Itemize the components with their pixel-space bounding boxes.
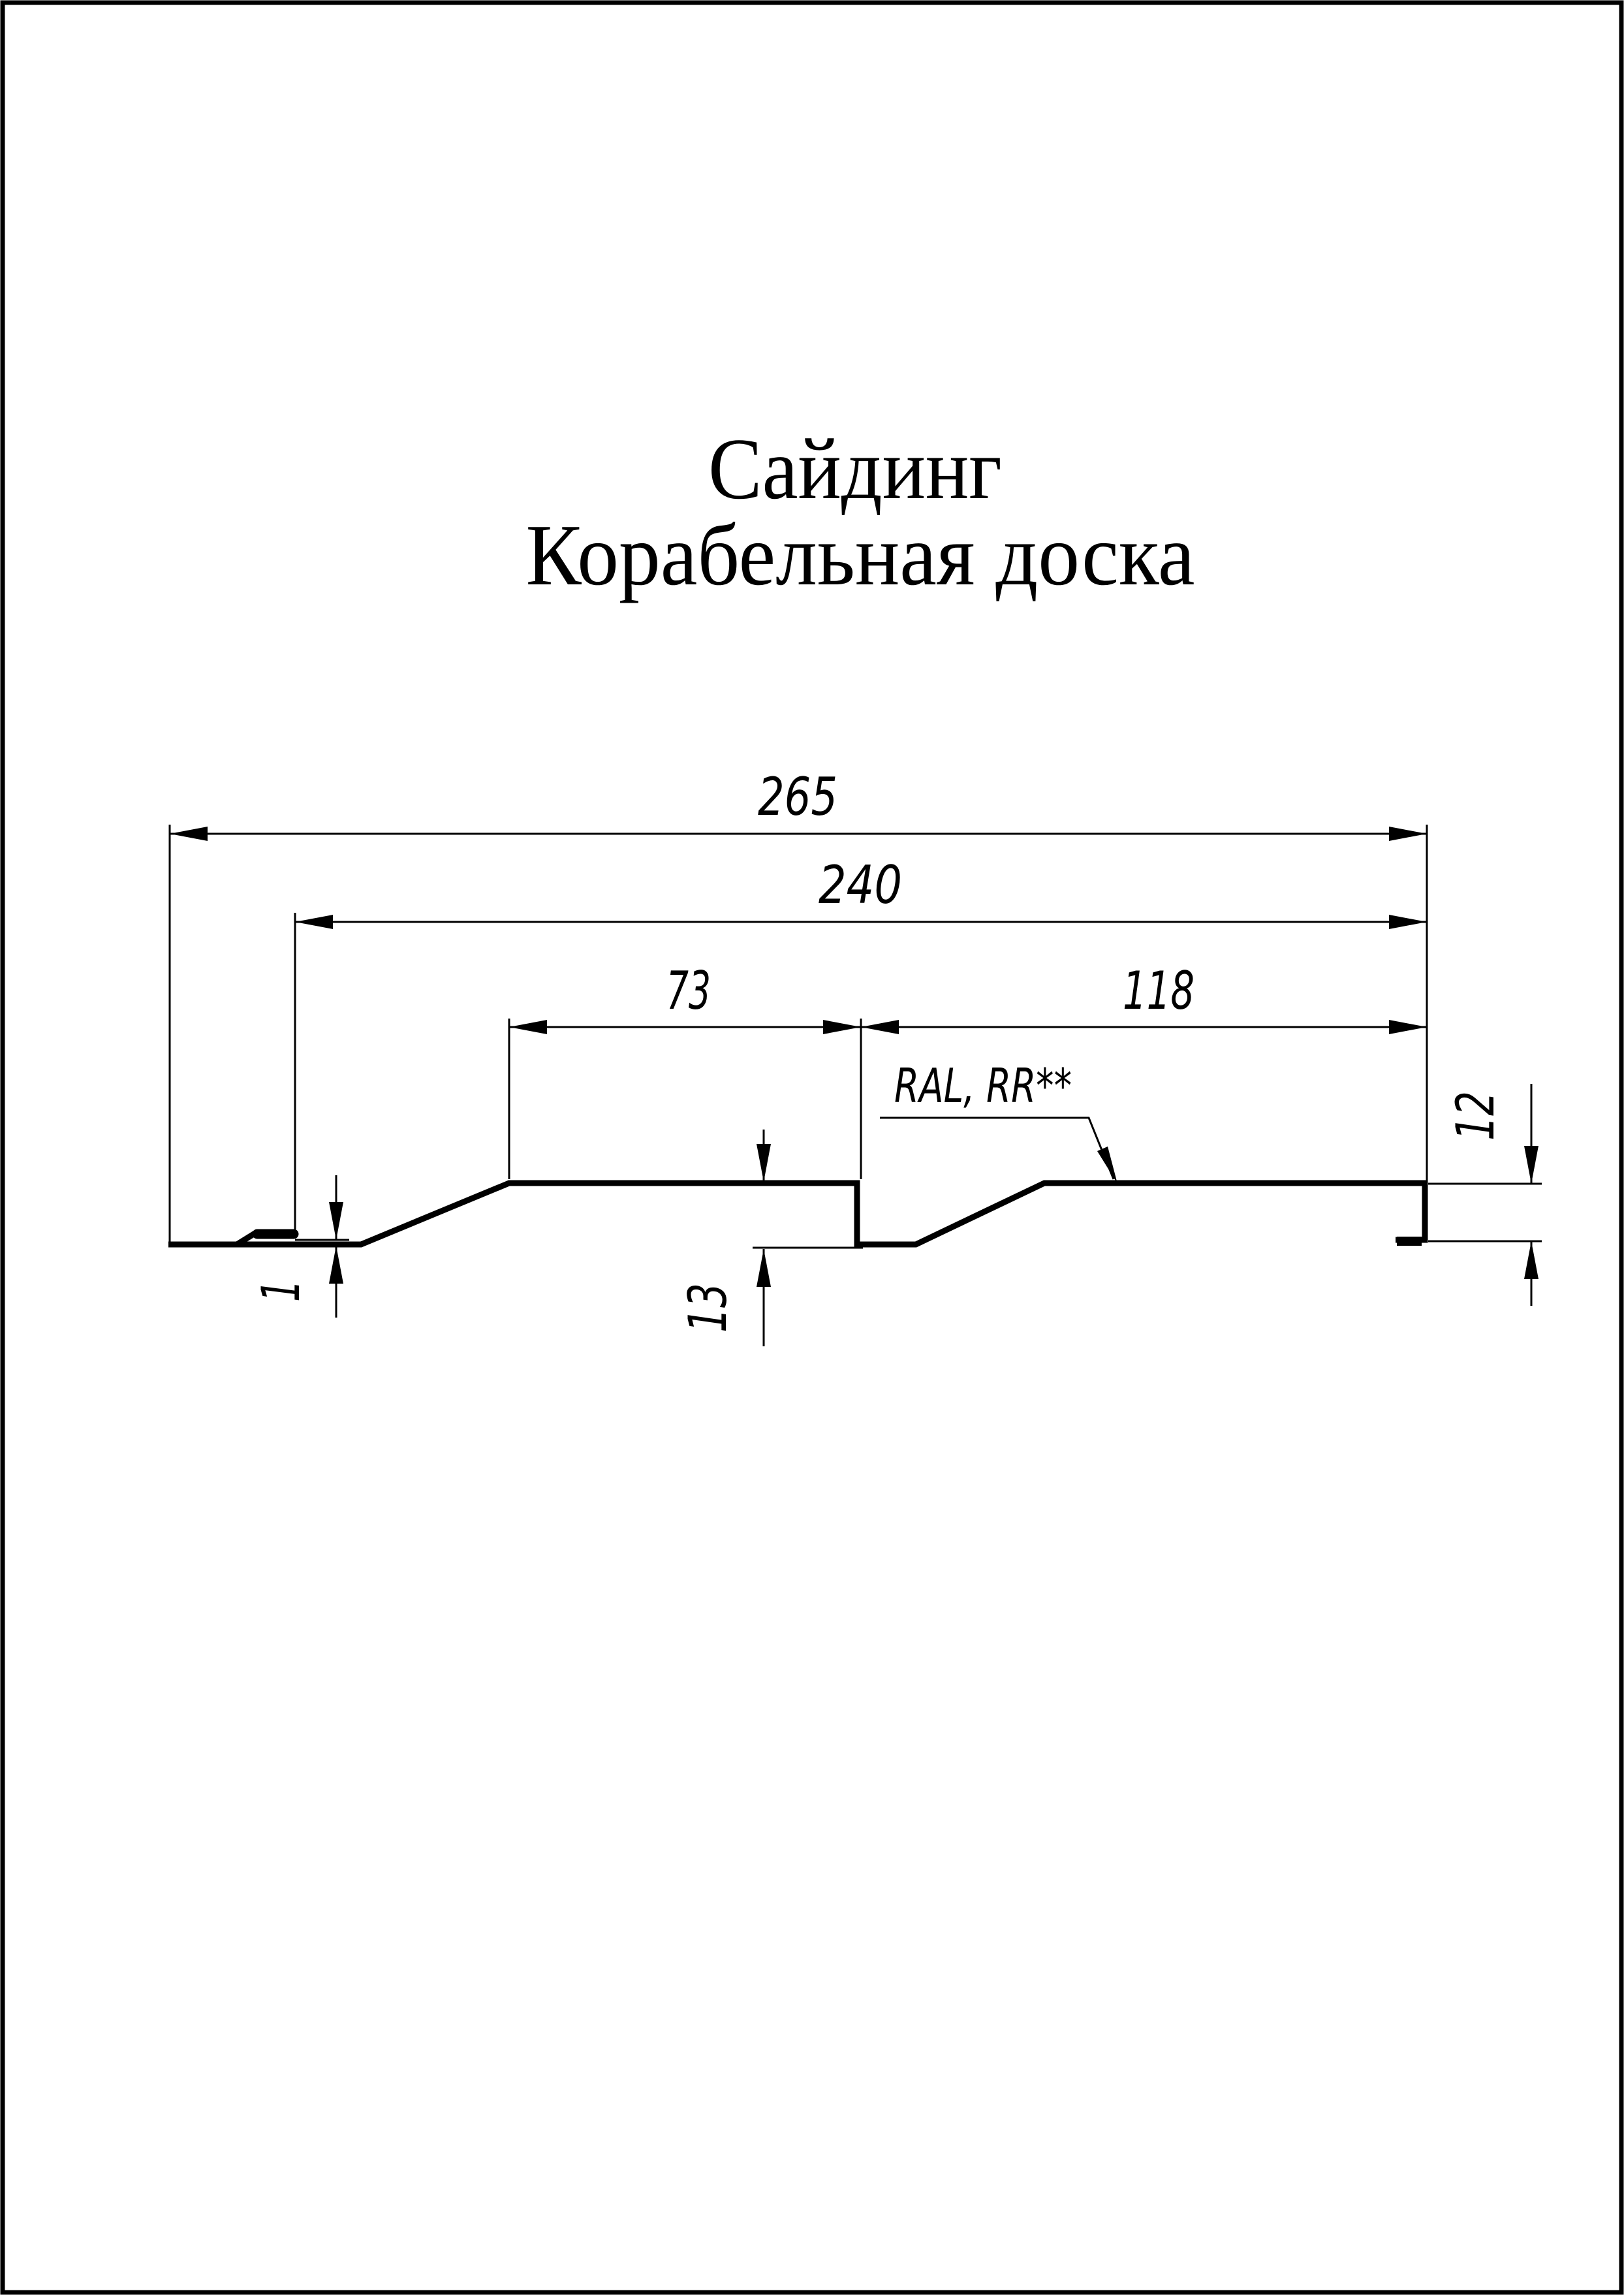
dim-73-label: 73 xyxy=(666,960,711,1021)
dim-118-label: 118 xyxy=(1123,960,1195,1021)
dim-265-label: 265 xyxy=(758,767,837,827)
dim-1-label: 1 xyxy=(251,1269,311,1302)
dim-13-label: 13 xyxy=(678,1266,738,1333)
page-title-line1: Сайдинг xyxy=(708,420,1002,517)
page-frame xyxy=(3,3,1621,2292)
page-title-line2: Корабельная доска xyxy=(525,507,1195,603)
coating-label: RAL, RR** xyxy=(894,1058,1072,1113)
dim-12-label: 12 xyxy=(1445,1074,1506,1141)
dim-240-label: 240 xyxy=(819,855,902,915)
